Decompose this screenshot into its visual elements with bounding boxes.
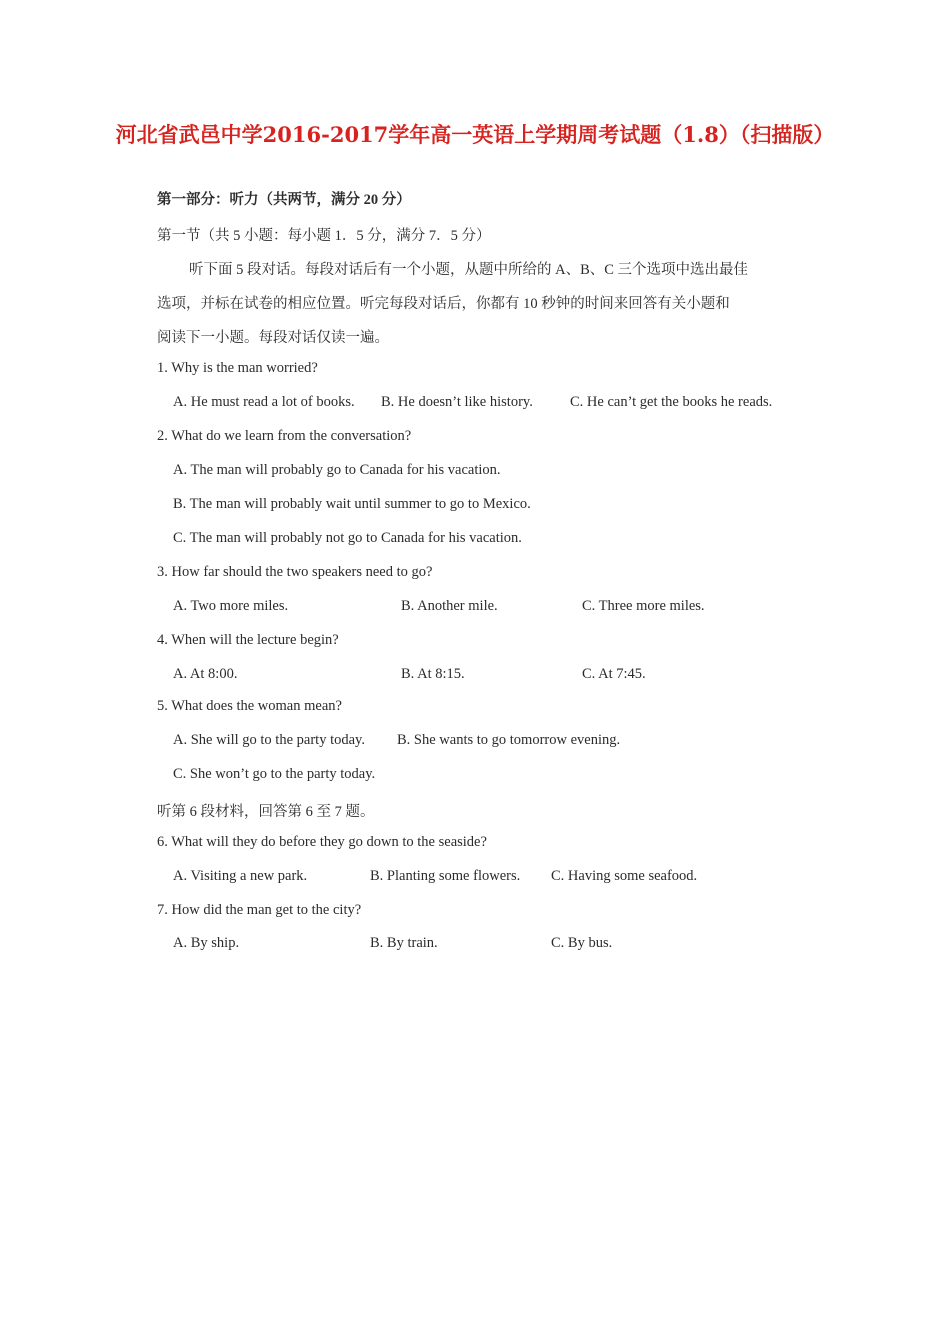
listening-material-note: 听第 6 段材料，回答第 6 至 7 题。 [157,804,375,820]
question-1-option-a: A. He must read a lot of books. [173,394,355,410]
question-2-option-c: C. The man will probably not go to Canada for his vacation. [173,530,522,546]
question-4-option-b: B. At 8:15. [401,666,465,682]
question-5-option-b: B. She wants to go tomorrow evening. [397,732,621,748]
question-2-stem: 2. What do we learn from the conversation? [157,428,412,444]
question-6-option-a: A. Visiting a new park. [173,868,308,884]
question-4-stem: 4. When will the lecture begin? [157,632,339,648]
question-4-option-a: A. At 8:00. [173,666,238,682]
part1-heading: 第一部分：听力（共两节，满分 20 分） [157,192,411,208]
instruction-line: 选项，并标在试卷的相应位置。听完每段对话后，你都有 10 秒钟的时间来回答有关小题和 [157,296,730,312]
question-1-stem: 1. Why is the man worried? [157,360,318,376]
question-6-option-c: C. Having some seafood. [551,868,698,884]
question-3-option-c: C. Three more miles. [582,598,705,614]
instruction-line: 听下面 5 段对话。每段对话后有一个小题，从题中所给的 A、B、C 三个选项中选出最佳 [189,262,749,278]
question-7-option-a: A. By ship. [173,935,240,951]
question-3-option-a: A. Two more miles. [173,598,289,614]
question-2-option-a: A. The man will probably go to Canada for his vacation. [173,462,501,478]
question-3-option-b: B. Another mile. [401,598,498,614]
question-1-option-c: C. He can’t get the books he reads. [570,394,773,410]
instruction-line: 阅读下一小题。每段对话仅读一遍。 [157,330,389,346]
question-5-option-a: A. She will go to the party today. [173,732,365,748]
question-6-option-b: B. Planting some flowers. [370,868,521,884]
question-5-stem: 5. What does the woman mean? [157,698,342,714]
section1-heading: 第一节（共 5 小题：每小题 1．5 分，满分 7．5 分） [157,228,491,244]
question-3-stem: 3. How far should the two speakers need to go? [157,564,433,580]
question-5-option-c: C. She won’t go to the party today. [173,766,376,782]
question-6-stem: 6. What will they do before they go down to the seaside? [157,834,487,850]
question-7-option-b: B. By train. [370,935,438,951]
question-7-option-c: C. By bus. [551,935,613,951]
question-7-stem: 7. How did the man get to the city? [157,902,362,918]
question-1-option-b: B. He doesn’t like history. [381,394,533,410]
document-title: 河北省武邑中学2016-2017学年高一英语上学期周考试题（1.8）（扫描版） [115,122,835,147]
question-2-option-b: B. The man will probably wait until summer to go to Mexico. [173,496,531,512]
question-4-option-c: C. At 7:45. [582,666,646,682]
